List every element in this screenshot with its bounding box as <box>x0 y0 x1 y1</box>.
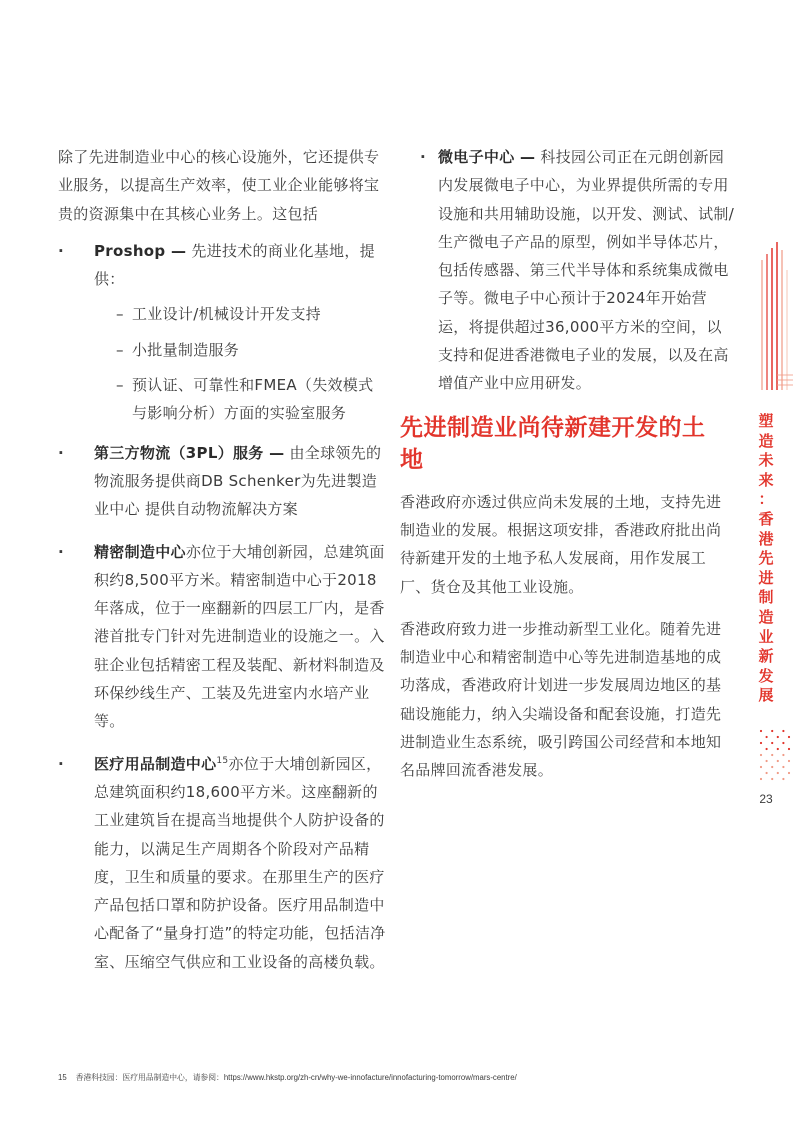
decorative-dot <box>760 766 762 768</box>
decorative-dot <box>782 730 784 732</box>
precision-desc: 亦位于大埔创新园，总建筑面积约8,500平方米。精密制造中心于2018年落成，位于一座翻新的四层工厂内，是香港首批专门针对先进制造业的设施之一。入驻企业包括精密工程及装配、新材料制造及环保纱线生产、工装及先进室内水培产业等。 <box>94 542 385 731</box>
side-title-char: 进 <box>758 568 774 587</box>
proshop-item <box>58 237 386 294</box>
logistics-name: 第三方物流（3PL）服务 — <box>94 443 285 462</box>
medical-desc: 亦位于大埔创新园区，总建筑面积约18,600平方米。这座翻新的工业建筑旨在提高当地提供个人防护设备的能力，以满足生产周期各个阶段对产品精度，卫生和质量的要求。在那里生产的医疗产品包括口罩和防护设备。医疗用品制造中心配备了“量身打造”的特定功能，包括洁净室、压缩空气供应和工业设备的高楼负载。 <box>94 754 386 971</box>
footnote-ref: 15 <box>216 755 229 766</box>
decorative-dot <box>777 772 779 774</box>
side-title-char: 先 <box>758 549 774 568</box>
side-title-char: 造 <box>758 607 774 626</box>
proshop-subitem-2: – 小批量制造服务 <box>116 336 386 364</box>
side-chapter-title <box>752 412 780 706</box>
decorative-dot <box>766 772 768 774</box>
side-title-char: 发 <box>758 666 774 685</box>
bullet-icon: · <box>58 443 64 462</box>
side-title-char: 业 <box>758 627 774 646</box>
proshop-subitem-3: – 预认证、可靠性和FMEA（失效模式与影响分析）方面的实验室服务 <box>116 371 386 428</box>
microelectronics-name: 微电子中心 — <box>438 148 536 166</box>
precision-name: 精密制造中心 <box>94 542 186 561</box>
decorative-lines-graphic <box>757 240 793 390</box>
decorative-dot <box>771 766 773 768</box>
left-column <box>58 143 386 976</box>
side-title-char: 新 <box>758 647 774 666</box>
decorative-dot <box>771 778 773 780</box>
decorative-dot <box>766 748 768 750</box>
decorative-dot <box>771 730 773 732</box>
footnote <box>58 1072 517 1083</box>
side-title-char: 制 <box>758 588 774 607</box>
bullet-icon: · <box>58 754 64 773</box>
logistics-item <box>58 439 386 524</box>
intro-paragraph: 除了先进制造业中心的核心设施外，它还提供专业服务，以提高生产效率，使工业企业能够将宝贵的资源集中在其核心业务上。这包括 <box>58 148 380 223</box>
right-column <box>400 143 735 785</box>
side-title-char: 来 <box>758 470 774 489</box>
dash-icon: – <box>116 376 124 395</box>
page-number: 23 <box>759 792 773 806</box>
decorative-dot <box>760 754 762 756</box>
decorative-dot <box>760 730 762 732</box>
bullet-icon: · <box>58 241 64 260</box>
decorative-dot <box>777 736 779 738</box>
medical-item <box>58 750 386 976</box>
land-paragraph-1: 香港政府亦透过供应尚未发展的土地，支持先进制造业的发展。根据这项安排，香港政府批出尚待新建开发的土地予私人发展商，用作发展工厂、货仓及其他工业设施。 <box>400 492 722 596</box>
decorative-dot <box>771 742 773 744</box>
side-title-char: 造 <box>758 431 774 450</box>
footnote-number: 15 <box>58 1073 67 1082</box>
decorative-dot <box>760 778 762 780</box>
decorative-dot <box>777 748 779 750</box>
decorative-dot <box>788 772 790 774</box>
decorative-dot <box>788 748 790 750</box>
decorative-dot <box>766 736 768 738</box>
proshop-sublist <box>116 300 386 427</box>
logistics-desc: 由全球领先的物流服务提供商DB Schenker为先进製造业中心 提供自动物流解决方案 <box>94 443 382 519</box>
footnote-text: 香港科技园：医疗用品制造中心，请参阅：https://www.hkstp.org/zh-cn/why-we-innofacture/innofacturing-tomorrow/mars-centre/ <box>75 1073 517 1082</box>
decorative-dot <box>788 760 790 762</box>
proshop-name: Proshop — <box>94 241 187 260</box>
proshop-desc: 先进技术的商业化基地，提供： <box>94 241 375 289</box>
decorative-dot <box>782 742 784 744</box>
bullet-icon: · <box>420 148 426 166</box>
decorative-dot <box>782 778 784 780</box>
decorative-dot <box>788 736 790 738</box>
side-title-char: 未 <box>758 451 774 470</box>
dash-icon: – <box>116 340 124 359</box>
side-title-char: 香 <box>758 509 774 528</box>
decorative-dots-graphic <box>758 728 792 784</box>
microelectronics-desc: 科技园公司正在元朗创新园内发展微电子中心，为业界提供所需的专用设施和共用辅助设施，以开发、测试、试制/生产微电子产品的原型，例如半导体芯片，包括传感器、第三代半导体和系统集成微电子等。微电子中心预计于2024年开始营运，将提供超过36,000平方米的空间，以支持和促进香港微电子业的发展，以及在高增值产业中应用研发。 <box>438 148 735 393</box>
precision-item <box>58 538 386 736</box>
land-paragraph-2: 香港政府致力进一步推动新型工业化。随着先进制造业中心和精密制造中心等先进制造基地的成功落成，香港政府计划进一步发展周边地区的基础设施能力，纳入尖端设备和配套设施，打造先进制造业生态系统，吸引跨国公司经营和本地知名品牌回流香港发展。 <box>400 619 722 780</box>
side-title-char: 港 <box>758 529 774 548</box>
decorative-dot <box>782 754 784 756</box>
side-title-char: 塑 <box>758 412 774 430</box>
decorative-dot <box>771 754 773 756</box>
bullet-icon: · <box>58 542 64 561</box>
decorative-dot <box>777 760 779 762</box>
decorative-dot <box>766 760 768 762</box>
decorative-dot <box>782 766 784 768</box>
section-heading: 先进制造业尚待新建开发的土地 <box>400 414 706 473</box>
decorative-dot <box>760 742 762 744</box>
medical-name: 医疗用品制造中心 <box>94 754 217 773</box>
side-title-char: ： <box>758 490 774 509</box>
microelectronics-item <box>400 143 735 398</box>
side-title-char: 展 <box>758 686 774 705</box>
proshop-subitem-1: – 工业设计/机械设计开发支持 <box>116 300 386 328</box>
dash-icon: – <box>116 305 124 324</box>
